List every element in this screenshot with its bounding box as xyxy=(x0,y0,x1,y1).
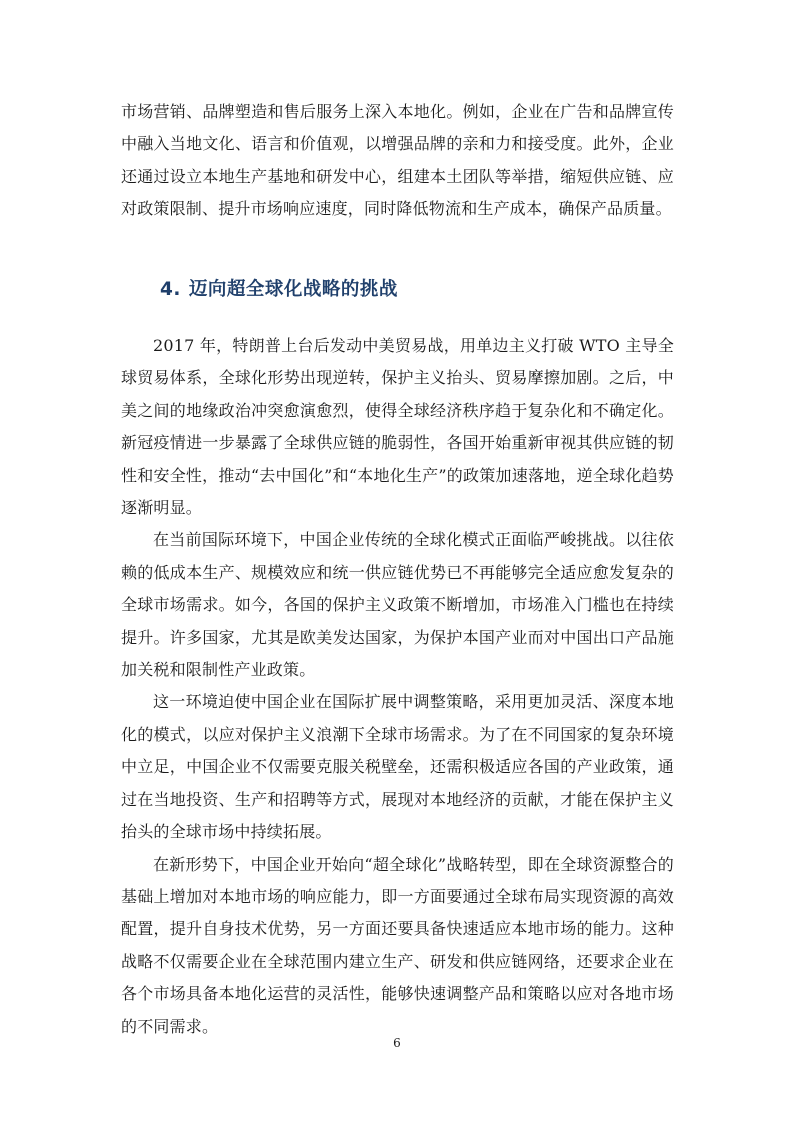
section-body xyxy=(121,330,674,1043)
body-paragraph-3: 这一环境迫使中国企业在国际扩展中调整策略，采用更加灵活、深度本地化的模式，以应对保护主义浪潮下全球市场需求。为了在不同国家的复杂环境中立足，中国企业不仅需要克服关税壁垒，还需积极适应各国的产业政策，通过在当地投资、生产和招聘等方式，展现对本地经济的贡献，才能在保护主义抬头的全球市场中持续拓展。 xyxy=(121,692,674,842)
section-number: 4. xyxy=(160,279,181,300)
section-heading xyxy=(160,275,398,301)
intro-paragraph: 市场营销、品牌塑造和售后服务上深入本地化。例如，企业在广告和品牌宣传中融入当地文化、语言和价值观，以增强品牌的亲和力和接受度。此外，企业还通过设立本地生产基地和研发中心，组建本土团队等举措，缩短供应链、应对政策限制、提升市场响应速度，同时降低物流和生产成本，确保产品质量。 xyxy=(121,102,674,219)
page-number: 6 xyxy=(393,1036,401,1050)
intro-section xyxy=(121,96,674,226)
body-paragraph-1: 2017 年，特朗普上台后发动中美贸易战，用单边主义打破 WTO 主导全球贸易体系，全球化形势出现逆转，保护主义抬头、贸易摩擦加剧。之后，中美之间的地缘政治冲突愈演愈烈，使得全球经济秩序趋于复杂化和不确定化。新冠疫情进一步暴露了全球供应链的脆弱性，各国开始重新审视其供应链的韧性和安全性，推动“去中国化”和“本地化生产”的政策加速落地，逆全球化趋势逐渐明显。 xyxy=(121,336,674,518)
body-paragraph-2: 在当前国际环境下，中国企业传统的全球化模式正面临严峻挑战。以往依赖的低成本生产、规模效应和统一供应链优势已不再能够完全适应愈发复杂的全球市场需求。如今，各国的保护主义政策不断增加，市场准入门槛也在持续提升。许多国家，尤其是欧美发达国家，为保护本国产业而对中国出口产品施加关税和限制性产业政策。 xyxy=(121,530,674,680)
section-title: 迈向超全球化战略的挑战 xyxy=(188,279,398,300)
body-paragraph-4: 在新形势下，中国企业开始向“超全球化”战略转型，即在全球资源整合的基础上增加对本地市场的响应能力，即一方面要通过全球布局实现资源的高效配置，提升自身技术优势，另一方面还要具备快速适应本地市场的能力。这种战略不仅需要企业在全球范围内建立生产、研发和供应链网络，还要求企业在各个市场具备本地化运营的灵活性，能够快速调整产品和策略以应对各地市场的不同需求。 xyxy=(121,854,674,1036)
